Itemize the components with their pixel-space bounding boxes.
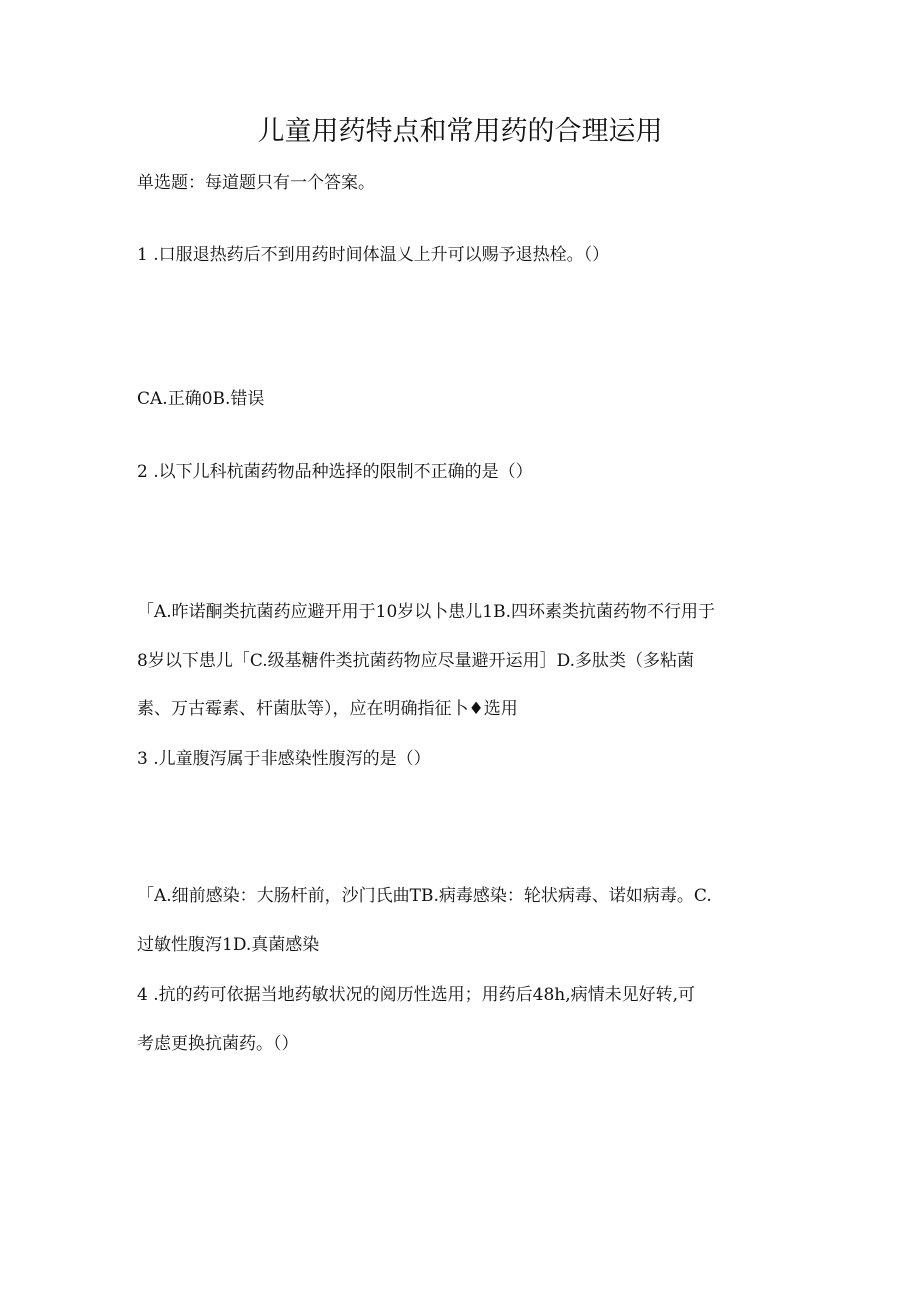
question-3-stem: 3 .儿童腹泻属于非感染性腹泻的是（） [137,749,431,769]
question-1-options: CA.正确0B.错误 [137,389,265,409]
question-2-options-line-3: 素、万古霉素、杆菌肽等），应在明确指征卜♦选用 [137,699,518,719]
question-2-options-line-1: 「A.昨诺酮类抗菌药应避开用于10岁以卜患儿1B.四环素类抗菌药物不行用于 [137,602,716,622]
document-title: 儿童用药特点和常用药的合理运用 [257,116,663,147]
question-1-stem: 1 .口服退热药后不到用药时间体温乂上升可以赐予退热栓。（） [137,245,610,265]
instructions: 单选题：每道题只有一个答案。 [137,173,375,193]
question-4-stem-line-1: 4 .抗的药可依据当地药敏状况的阅历性选用；用药后48h,病情未见好转,可 [137,985,696,1005]
question-4-stem-line-2: 考虑更换抗菌药。（） [137,1034,299,1054]
question-3-options-line-2: 过敏性腹泻1D.真菌感染 [137,935,320,955]
question-3-options-line-1: 「A.细前感染：大肠杆前，沙门氏曲TB.病毒感染：轮状病毒、诺如病毒。C. [137,886,712,906]
question-2-stem: 2 .以下儿科杭菌药物品种选择的限制不正确的是（） [137,462,533,482]
question-2-options-line-2: 8岁以下患儿「C.级基糖件类抗菌药物应尽量避开运用］D.多肽类（多粘菌 [137,651,695,671]
